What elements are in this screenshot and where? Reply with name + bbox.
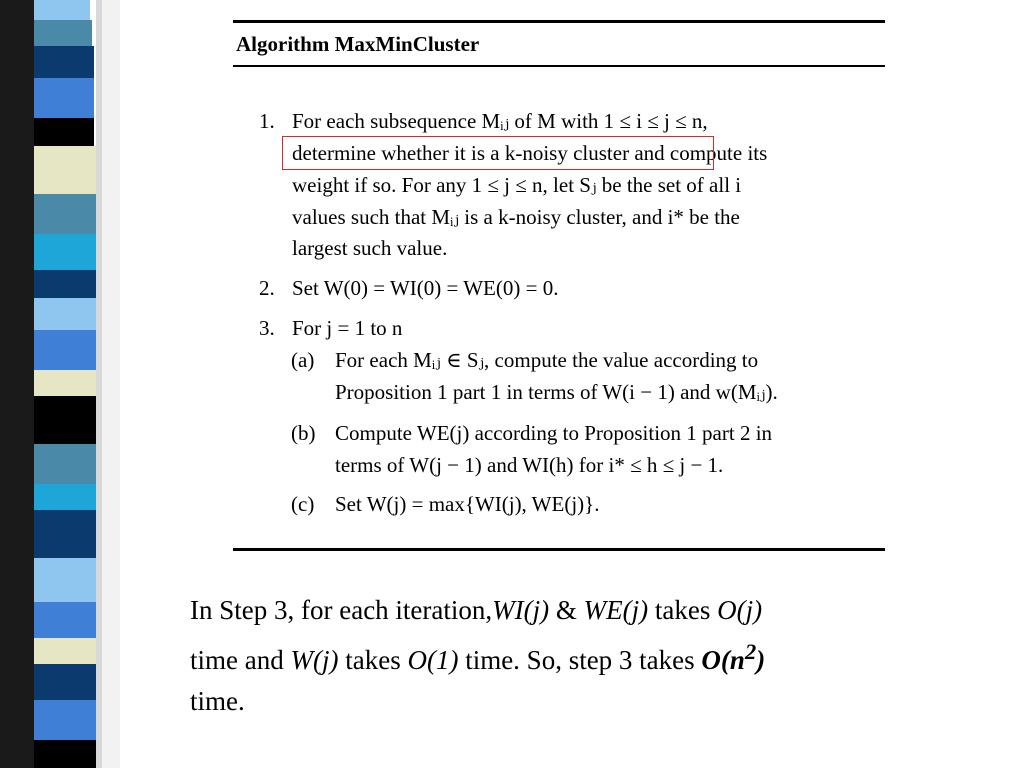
step3-number: 3. <box>259 316 275 340</box>
highlight-box <box>282 136 714 170</box>
slide-caption <box>190 590 950 722</box>
caption-on2-term: $O(n^2)$ <box>701 639 766 675</box>
caption-line-3: time. <box>190 686 245 716</box>
decorative-side-strip <box>0 0 120 768</box>
step3a-line2: Proposition 1 part 1 in terms of W(i − 1) and w(Mᵢⱼ). <box>335 380 778 404</box>
caption-text: takes <box>338 645 408 675</box>
step3-text: For j = 1 to n <box>292 316 403 340</box>
step1-line1: For each subsequence Mᵢⱼ of M with 1 ≤ i ≤ j ≤ n, <box>292 109 708 133</box>
step3a-line1: For each Mᵢⱼ ∈ Sⱼ, compute the value according to <box>335 348 759 372</box>
step3c-label: (c) <box>291 492 315 516</box>
caption-text: takes <box>648 595 718 625</box>
step2-text: Set W(0) = WI(0) = WE(0) = 0. <box>292 276 559 300</box>
algorithm-title: Algorithm MaxMinCluster <box>236 32 480 56</box>
caption-text: & <box>549 595 584 625</box>
caption-oj-term: O(j) <box>717 595 763 625</box>
top-rule <box>233 20 885 23</box>
title-rule <box>233 65 885 67</box>
step3b-line1: Compute WE(j) according to Proposition 1 part 2 in <box>335 421 773 445</box>
caption-line-2 <box>190 631 950 681</box>
step1-highlighted-text: determine whether it is a k-noisy cluster <box>292 141 630 165</box>
bottom-rule <box>233 548 885 551</box>
step1-line2-rest: and compute its <box>634 141 768 165</box>
step2-number: 2. <box>259 276 275 300</box>
step1-line5: largest such value. <box>292 236 448 260</box>
algorithm-figure <box>233 18 885 553</box>
caption-text: time and <box>190 645 291 675</box>
step3c-text: Set W(j) = max{WI(j), WE(j)}. <box>335 492 600 516</box>
step1-line3: weight if so. For any 1 ≤ j ≤ n, let Sⱼ be the set of all i <box>292 173 742 197</box>
step3b-label: (b) <box>291 421 316 445</box>
strip-blocks <box>34 0 96 768</box>
caption-text: time. So, step 3 takes <box>458 645 702 675</box>
caption-text: In Step 3, for each iteration, <box>190 595 493 625</box>
step1-line4: values such that Mᵢⱼ is a k-noisy cluster, and i* be the <box>292 205 740 229</box>
caption-wi-term: WI(j) <box>492 595 550 625</box>
step3a-label: (a) <box>291 348 315 372</box>
caption-w-term: W(j) <box>290 645 339 675</box>
step3b-line2: terms of W(j − 1) and WI(h) for i* ≤ h ≤ j − 1. <box>335 453 724 477</box>
step1-number: 1. <box>259 109 275 133</box>
caption-o1-term: O(1) <box>407 645 459 675</box>
caption-line-1 <box>190 590 950 631</box>
caption-we-term: WE(j) <box>583 595 649 625</box>
